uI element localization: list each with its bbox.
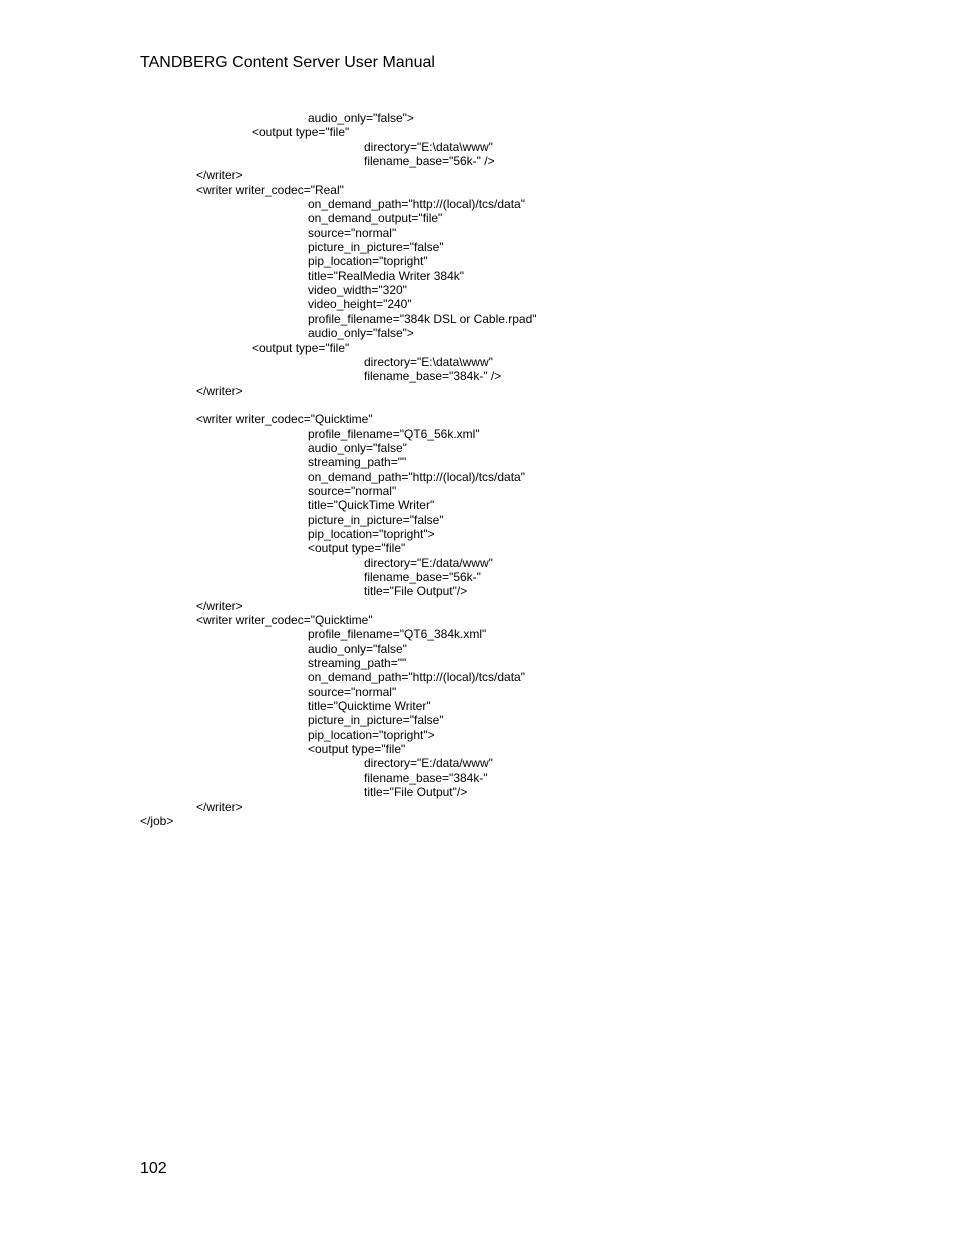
code-line: <writer writer_codec="Quicktime" — [196, 412, 373, 427]
code-line: title="File Output"/> — [364, 785, 468, 800]
code-line: audio_only="false"> — [308, 111, 414, 125]
code-line: pip_location="topright" — [308, 254, 428, 269]
code-line: on_demand_output="file" — [308, 211, 443, 226]
code-line: </writer> — [196, 168, 243, 183]
code-line: <writer writer_codec="Real" — [196, 182, 344, 197]
code-line: </writer> — [196, 383, 243, 398]
code-line: video_height="240" — [308, 297, 412, 312]
code-line: filename_base="56k-" — [364, 570, 481, 584]
page-header-title: TANDBERG Content Server User Manual — [140, 54, 435, 71]
code-line: </writer> — [196, 799, 243, 814]
code-line: directory="E:/data/www" — [364, 555, 493, 570]
code-line: streaming_path="" — [308, 656, 407, 671]
code-line: directory="E:/data/www" — [364, 756, 493, 771]
code-line: title="Quicktime Writer" — [308, 699, 431, 714]
code-line: directory="E:\data\www" — [364, 354, 493, 369]
code-line: on_demand_path="http://(local)/tcs/data" — [308, 469, 525, 484]
code-line: pip_location="topright"> — [308, 526, 435, 541]
code-line: profile_filename="QT6_56k.xml" — [308, 426, 480, 441]
code-line: pip_location="topright"> — [308, 727, 435, 742]
code-line: <writer writer_codec="Quicktime" — [196, 613, 373, 628]
code-line: <output type="file" — [252, 340, 350, 355]
xml-code-listing — [140, 111, 840, 828]
code-line: filename_base="384k-" /> — [364, 369, 502, 384]
code-line: <output type="file" — [308, 742, 406, 757]
code-line: audio_only="false" — [308, 641, 407, 656]
code-line: picture_in_picture="false" — [308, 240, 444, 255]
code-line: <output type="file" — [308, 541, 406, 556]
code-line: picture_in_picture="false" — [308, 512, 444, 527]
code-line: on_demand_path="http://(local)/tcs/data" — [308, 670, 525, 685]
code-line: <output type="file" — [252, 125, 350, 140]
code-line: </job> — [140, 813, 174, 828]
code-line: source="normal" — [308, 225, 397, 240]
code-line: picture_in_picture="false" — [308, 713, 444, 728]
code-line: audio_only="false" — [308, 440, 407, 455]
page-number: 102 — [140, 1160, 167, 1177]
code-line: </writer> — [196, 598, 243, 613]
code-line: audio_only="false"> — [308, 326, 414, 341]
code-line: source="normal" — [308, 684, 397, 699]
code-line: video_width="320" — [308, 283, 407, 298]
code-line: title="QuickTime Writer" — [308, 498, 435, 513]
code-line: title="RealMedia Writer 384k" — [308, 268, 465, 283]
code-line: profile_filename="384k DSL or Cable.rpad" — [308, 311, 537, 326]
code-line: on_demand_path="http://(local)/tcs/data" — [308, 197, 525, 212]
code-line: filename_base="384k-" — [364, 770, 488, 785]
code-line: filename_base="56k-" /> — [364, 154, 495, 169]
code-line: streaming_path="" — [308, 455, 407, 470]
code-line: title="File Output"/> — [364, 584, 468, 599]
code-line — [140, 398, 840, 412]
code-line: source="normal" — [308, 483, 397, 498]
code-line: directory="E:\data\www" — [364, 139, 493, 154]
code-line: profile_filename="QT6_384k.xml" — [308, 627, 487, 642]
